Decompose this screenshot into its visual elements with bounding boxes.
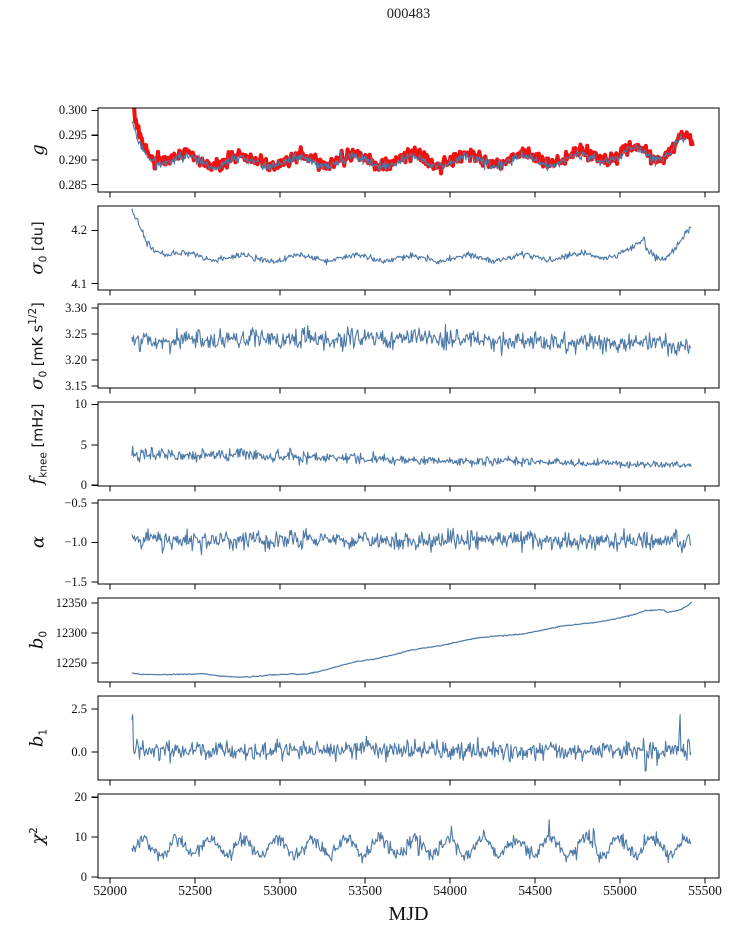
y-tick-label-b1: 0.0 <box>71 745 87 759</box>
panel-series-gain <box>129 70 693 174</box>
panel-series-fknee <box>132 446 691 468</box>
y-tick-label-b0: 12300 <box>55 625 87 640</box>
y-axis-label-fknee: $f_{knee}$ [mHz] <box>26 403 50 485</box>
y-tick-label-b0: 12350 <box>55 595 87 610</box>
series-alpha <box>132 528 691 554</box>
y-axis-label-sigma0-mks: $\sigma_0$ [mK $s^{1/2}$] <box>26 302 50 390</box>
y-tick-label-sigma0-du: 4.1 <box>71 276 87 291</box>
y-tick-label-sigma0-mks: 3.30 <box>65 301 87 316</box>
series-b0 <box>132 602 692 677</box>
x-tick-label: 54000 <box>433 883 467 898</box>
y-axis-label-gain: g <box>27 144 49 156</box>
panel-series-sigma0-mks <box>132 324 691 356</box>
y-tick-label-b1: 2.5 <box>71 702 87 717</box>
series-smoothed-gain <box>129 70 693 174</box>
y-tick-label-gain: 0.300 <box>58 103 87 118</box>
y-tick-label-alpha: −0.5 <box>64 495 87 510</box>
panel-series-chi2 <box>132 820 691 863</box>
series-sigma0-du <box>132 209 691 265</box>
y-tick-label-chi2: 10 <box>74 829 87 844</box>
y-tick-label-b0: 12250 <box>55 655 87 670</box>
y-tick-label-alpha: −1.5 <box>64 575 87 590</box>
y-tick-label-sigma0-mks: 3.20 <box>65 353 87 367</box>
panel-frame-fknee <box>98 402 719 486</box>
panel-series-b0 <box>132 602 692 677</box>
x-axis-label: MJD <box>388 903 429 925</box>
series-sigma0-mks <box>132 324 691 356</box>
panel-frame-sigma0-du <box>98 206 719 290</box>
y-tick-label-gain: 0.295 <box>58 128 87 143</box>
y-axis-label-b1: $b_1$ <box>26 728 50 748</box>
figure-title: 000483 <box>386 6 431 22</box>
y-tick-label-chi2: 0 <box>80 869 87 884</box>
y-tick-label-alpha: −1.0 <box>64 535 87 550</box>
x-tick-label: 53000 <box>263 883 297 898</box>
y-axis-label-alpha: α <box>27 535 49 549</box>
y-axis-label-sigma0-du: $\sigma_0$ [du] <box>26 221 50 275</box>
x-tick-label: 53500 <box>348 883 382 898</box>
panel-frame-b0 <box>98 598 719 682</box>
x-tick-label: 55500 <box>688 883 722 898</box>
y-axis-label-chi2: $\chi^2$ <box>27 827 49 845</box>
y-tick-label-fknee: 10 <box>74 397 87 412</box>
x-tick-label: 52500 <box>178 883 212 898</box>
y-tick-label-sigma0-mks: 3.25 <box>65 327 87 342</box>
y-tick-label-chi2: 20 <box>74 790 87 805</box>
y-tick-label-sigma0-du: 4.2 <box>71 223 87 238</box>
x-tick-label: 52000 <box>93 883 127 898</box>
y-tick-label-fknee: 0 <box>80 478 87 493</box>
panel-series-b1 <box>132 714 691 771</box>
x-tick-label: 54500 <box>518 883 552 898</box>
panel-series-sigma0-du <box>132 209 691 265</box>
panel-series-alpha <box>132 528 691 554</box>
series-fknee <box>132 446 691 468</box>
y-tick-label-fknee: 5 <box>80 437 87 452</box>
y-tick-label-gain: 0.290 <box>58 152 87 167</box>
panel-frame-chi2 <box>98 794 719 878</box>
y-tick-label-sigma0-mks: 3.15 <box>65 378 87 393</box>
series-chi2 <box>132 820 691 863</box>
y-axis-label-b0: $b_0$ <box>26 630 50 650</box>
panel-frame-b1 <box>98 696 719 780</box>
y-tick-label-gain: 0.285 <box>58 177 87 192</box>
x-tick-label: 55000 <box>603 883 637 898</box>
series-b1 <box>132 714 691 771</box>
